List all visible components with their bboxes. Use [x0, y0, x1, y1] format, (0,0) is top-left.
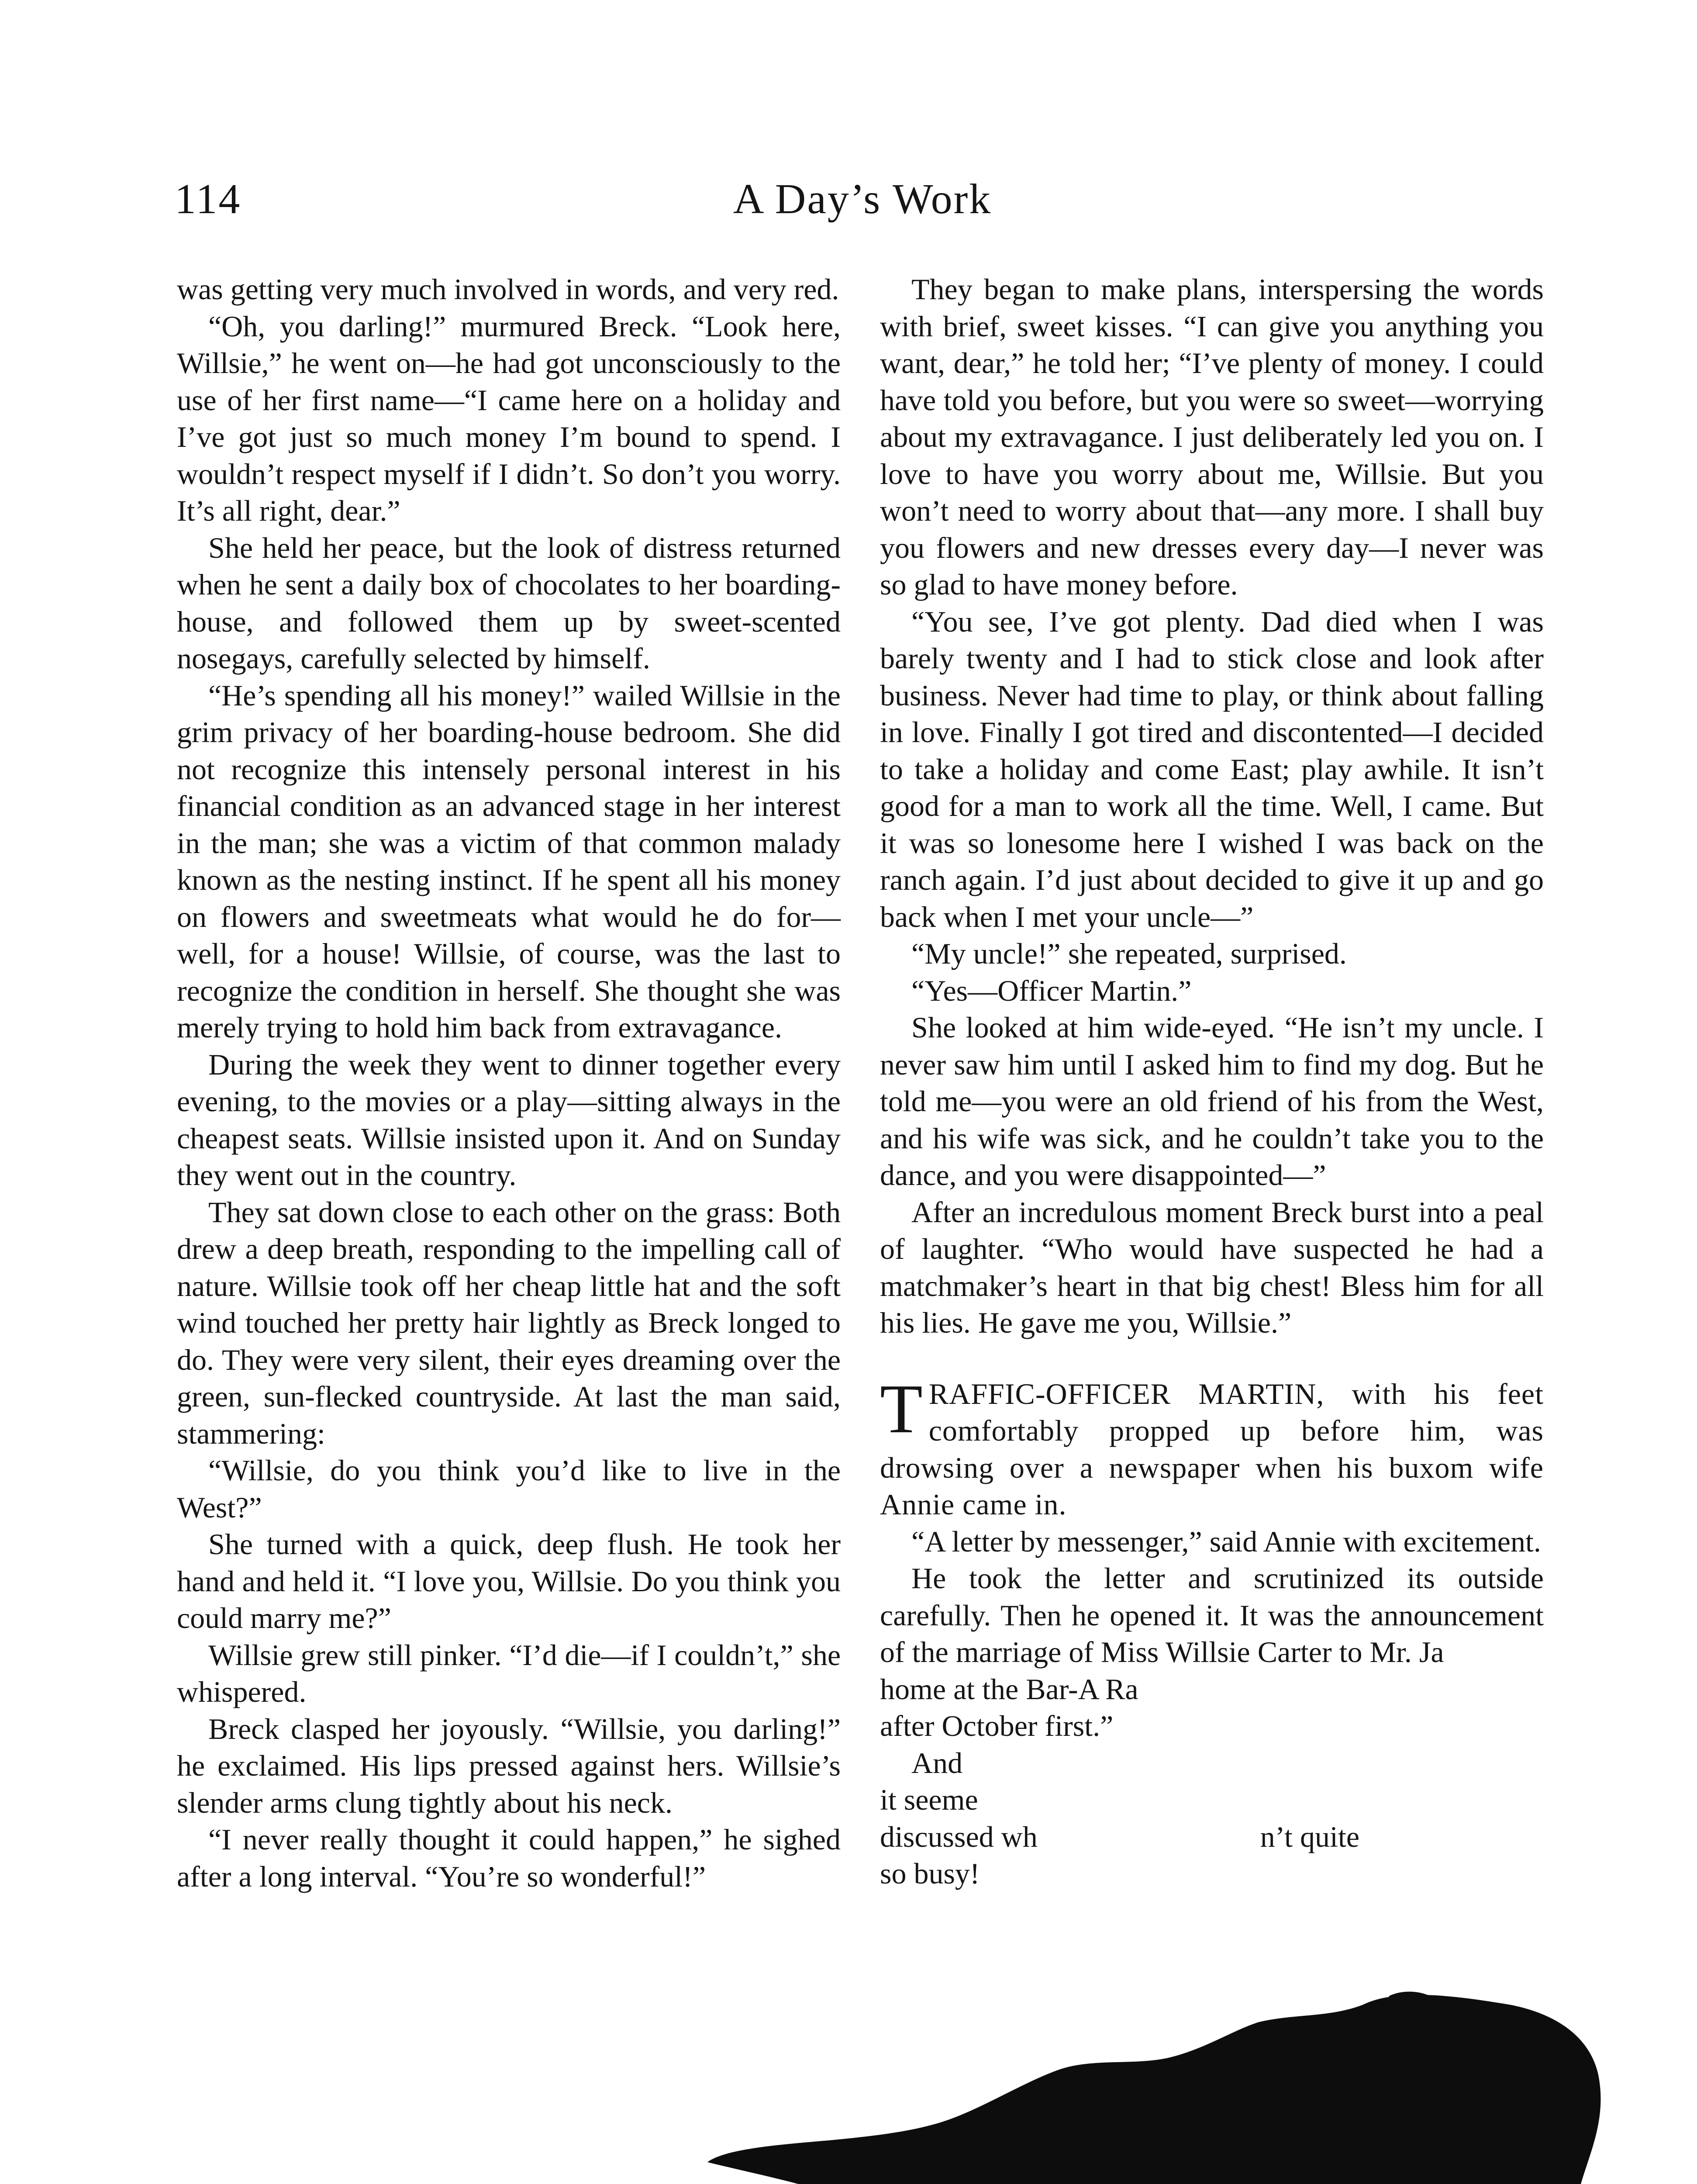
drop-cap: T [880, 1369, 923, 1448]
paragraph: “Willsie, do you think you’d like to live in the West?” [177, 1454, 841, 1524]
right-column [880, 271, 1544, 1892]
paragraph: Breck clasped her joyously. “Willsie, you darling!” he exclaimed. His lips pressed against hers. Willsie’s slender arms clung tightly about his neck. [177, 1712, 841, 1819]
paragraph: After an incredulous moment Breck burst into a peal of laughter. “Who would have suspected he had a matchmaker’s heart in that big chest! Bless him for all his lies. He gave me you, Willsie.” [880, 1195, 1544, 1339]
paragraph-fragment: And [911, 1746, 963, 1780]
paragraph: “I never really thought it could happen,” he sighed after a long interval. “You’re so wonderful!” [177, 1823, 841, 1893]
running-head: A Day’s Work [733, 176, 992, 223]
paragraph: “Yes—Officer Martin.” [911, 974, 1192, 1007]
page-number: 114 [175, 176, 241, 223]
section-opening-paragraph [880, 1369, 1544, 1523]
paragraph: Willsie grew still pinker. “I’d die—if I couldn’t,” she whispered. [177, 1638, 841, 1708]
paragraph-fragment: so busy! [880, 1857, 980, 1890]
paragraph-fragment: home at the Bar-A Ra [880, 1672, 1138, 1706]
paragraph-fragment: discussed wh n’t quite [880, 1820, 1360, 1853]
paragraph-fragment: it seeme [880, 1783, 978, 1816]
paragraph: “A letter by messenger,” said Annie with excitement. [911, 1524, 1541, 1558]
paragraph: was getting very much involved in words, and very red. [177, 273, 839, 306]
paragraph: During the week they went to dinner together every evening, to the movies or a play—sitting always in the cheapest seats. Willsie insisted upon it. And on Sunday they went out in the country. [177, 1047, 841, 1192]
page-header [175, 175, 1550, 240]
ink-blot-shape [707, 1995, 1600, 2184]
opening-text: RAFFIC-OFFICER MARTIN, with his feet comfortably propped up before him, was drowsing over a newspaper when his buxom wife Annie came in. [880, 1377, 1544, 1521]
paragraph: She turned with a quick, deep flush. He took her hand and held it. “I love you, Willsie. Do you think you could marry me?” [177, 1527, 841, 1635]
paragraph: “You see, I’ve got plenty. Dad died when I was barely twenty and I had to stick close and look after business. Never had time to play, or think about falling in love. Finally I got tired and discontented—I decided to take a holiday and come East; play awhile. It isn’t good for a man to work all the time. Well, I came. But it was so lonesome here I wished I was back on the ranch again. I’d just about decided to give it up and go back when I met your uncle—” [880, 605, 1544, 933]
paragraph: “Oh, you darling!” murmured Breck. “Look here, Willsie,” he went on—he had got unconsciously to the use of her first name—“I came here on a holiday and I’ve got just so much money I’m bound to spend. I wouldn’t respect myself if I didn’t. So don’t you worry. It’s all right, dear.” [177, 309, 841, 527]
paragraph: She looked at him wide-eyed. “He isn’t my uncle. I never saw him until I asked him to find my dog. But he told me—you were an old friend of his from the West, and his wife was sick, and he couldn’t take you to the dance, and you were disappointed—” [880, 1011, 1544, 1192]
section-break [880, 1341, 1544, 1375]
paragraph: They sat down close to each other on the grass: Both drew a deep breath, responding to the impelling call of nature. Willsie took off her cheap little hat and the soft wind touched her pretty hair lightly as Breck longed to do. They were very silent, their eyes dreaming over the green, sun-flecked countryside. At last the man said, stammering: [177, 1195, 841, 1450]
paragraph-fragment: after October first.” [880, 1709, 1114, 1742]
paragraph: “My uncle!” she repeated, surprised. [911, 937, 1347, 970]
paragraph: She held her peace, but the look of distress returned when he sent a daily box of chocolates to her boarding-house, and followed them up by sweet-scented nosegays, carefully selected by himself. [177, 531, 841, 675]
paragraph: He took the letter and scrutinized its outside carefully. Then he opened it. It was the announcement of the marriage of Miss Willsie Carter to Mr. Ja [880, 1562, 1544, 1669]
left-column [177, 271, 841, 1895]
paragraph: They began to make plans, interspersing the words with brief, sweet kisses. “I can give you anything you want, dear,” he told her; “I’ve plenty of money. I could have told you before, but you were so sweet—worrying about my extravagance. I just deliberately led you on. I love to have you worry about me, Willsie. But you won’t need to worry about that—any more. I shall buy you flowers and new dresses every day—I never was so glad to have money before. [880, 273, 1544, 601]
ink-damage-blot [690, 1987, 1611, 2184]
paragraph: “He’s spending all his money!” wailed Willsie in the grim privacy of her boarding-house bedroom. She did not recognize this intensely personal interest in his financial condition as an advanced stage in her interest in the man; she was a victim of that common malady known as the nesting instinct. If he spent all his money on flowers and sweetmeats what would he do for—well, for a house! Willsie, of course, was the last to recognize the condition in herself. She thought she was merely trying to hold him back from extravagance. [177, 678, 841, 1044]
